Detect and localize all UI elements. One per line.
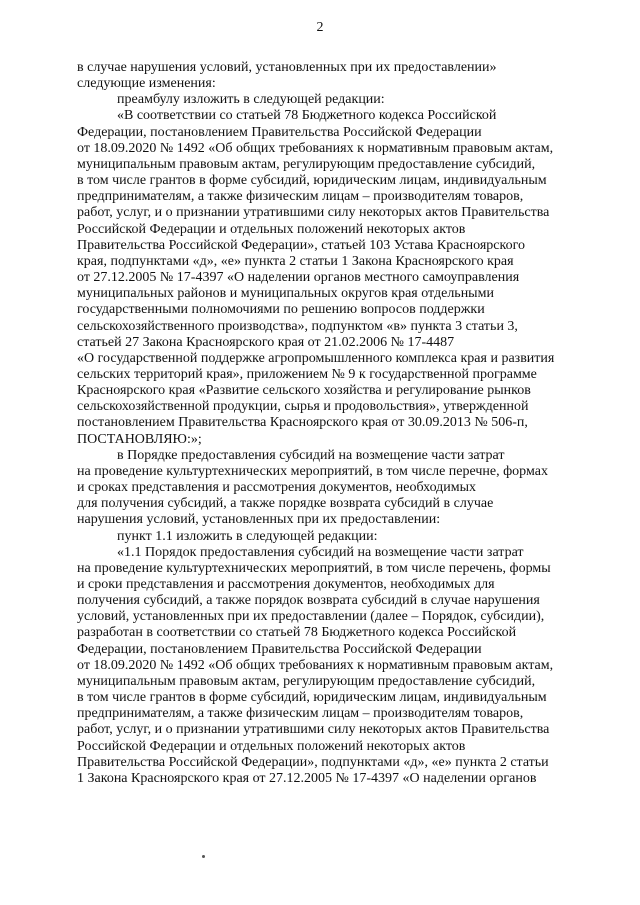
paragraph [77, 60, 598, 92]
text-line: сельскохозяйственной продукции, сырья и продовольствия», утвержденной [77, 399, 529, 415]
text-line: Российской Федерации и отдельных положений некоторых актов [77, 738, 466, 754]
text-line: сельскохозяйственного производства», подпунктом «в» пункта 3 статьи 3, [77, 318, 518, 334]
text-line: и сроки представления и рассмотрения документов, необходимых для [77, 577, 495, 592]
text-line: от 18.09.2020 № 1492 «Об общих требованиях к нормативным правовым актам, [77, 140, 554, 156]
page-number: 2 [316, 20, 324, 35]
text-line: 1 Закона Красноярского края от 27.12.2005 № 17-4397 «О наделении органов [77, 770, 537, 786]
text-line: края, подпунктами «д», «е» пункта 2 статьи 1 Закона Красноярского края [77, 253, 514, 269]
text-line: Российской Федерации и отдельных положений некоторых актов [77, 221, 466, 237]
paragraph [77, 448, 598, 529]
text-line: в Порядке предоставления субсидий на возмещение части затрат [117, 447, 505, 463]
text-line: разработан в соответствии со статьей 78 Бюджетного кодекса Российской [77, 625, 517, 641]
document-body [77, 60, 598, 787]
text-line: в случае нарушения условий, установленных при их предоставлении» [77, 60, 497, 75]
text-line: и сроках представления и рассмотрения документов, необходимых [77, 480, 477, 496]
text-line: для получения субсидий, а также порядке возврата субсидий в случае [77, 496, 494, 512]
text-line: условий, установленных при их предоставлении (далее – Порядок, субсидии), [77, 609, 545, 625]
text-line: на проведение культуртехнических мероприятий, в том числе перечень, формы [77, 560, 551, 576]
text-line: предпринимателям, а также физическим лицам – производителям товаров, [77, 706, 524, 722]
text-line: Правительства Российской Федерации», подпунктами «д», «е» пункта 2 статьи [77, 754, 549, 770]
text-line: муниципальным правовым актам, регулирующим предоставление субсидий, [77, 673, 536, 689]
scan-dot [202, 855, 205, 858]
text-line: постановлением Правительства Красноярского края от 30.09.2013 № 506-п, [77, 415, 528, 431]
paragraph [77, 92, 598, 108]
text-line: Федерации, постановлением Правительства Российской Федерации [77, 124, 482, 140]
text-line: сельских территорий края», приложением № 9 к государственной программе [77, 366, 537, 382]
text-line: пункт 1.1 изложить в следующей редакции: [117, 528, 378, 544]
text-line: от 27.12.2005 № 17-4397 «О наделении органов местного самоуправления [77, 270, 520, 286]
text-line: муниципальным правовым актам, регулирующим предоставление субсидий, [77, 156, 536, 172]
text-line: Красноярского края «Развитие сельского хозяйства и регулирование рынков [77, 383, 531, 399]
text-line: ПОСТАНОВЛЯЮ:»; [77, 431, 202, 447]
text-line: государственными полномочиями по решению вопросов поддержки [77, 302, 485, 318]
text-line: от 18.09.2020 № 1492 «Об общих требованиях к нормативным правовым актам, [77, 657, 554, 673]
text-line: в том числе грантов в форме субсидий, юридическим лицам, индивидуальным [77, 690, 547, 706]
text-line: статьей 27 Закона Красноярского края от 21.02.2006 № 17-4487 [77, 334, 455, 350]
text-line: работ, услуг, и о признании утратившими силу некоторых актов Правительства [77, 205, 550, 221]
text-line: «О государственной поддержке агропромышленного комплекса края и развития [77, 350, 555, 366]
text-line: работ, услуг, и о признании утратившими силу некоторых актов Правительства [77, 722, 550, 738]
text-line: нарушения условий, установленных при их предоставлении: [77, 512, 441, 528]
text-line: Правительства Российской Федерации», статьей 103 Устава Красноярского [77, 237, 525, 253]
paragraph [77, 108, 598, 447]
text-line: следующие изменения: [77, 76, 216, 92]
text-line: на проведение культуртехнических мероприятий, в том числе перечне, формах [77, 463, 548, 479]
text-line: «1.1 Порядок предоставления субсидий на возмещение части затрат [117, 544, 524, 560]
text-line: получения субсидий, а также порядок возврата субсидий в случае нарушения [77, 593, 540, 609]
text-line: Федерации, постановлением Правительства Российской Федерации [77, 641, 482, 657]
text-line: «В соответствии со статьей 78 Бюджетного кодекса Российской [117, 108, 497, 124]
paragraph [77, 529, 598, 545]
text-line: муниципальных районов и муниципальных округов края отдельными [77, 286, 494, 302]
paragraph [77, 545, 598, 787]
text-line: в том числе грантов в форме субсидий, юридическим лицам, индивидуальным [77, 173, 547, 189]
text-line: преамбулу изложить в следующей редакции: [117, 92, 385, 108]
text-line: предпринимателям, а также физическим лицам – производителям товаров, [77, 189, 524, 205]
